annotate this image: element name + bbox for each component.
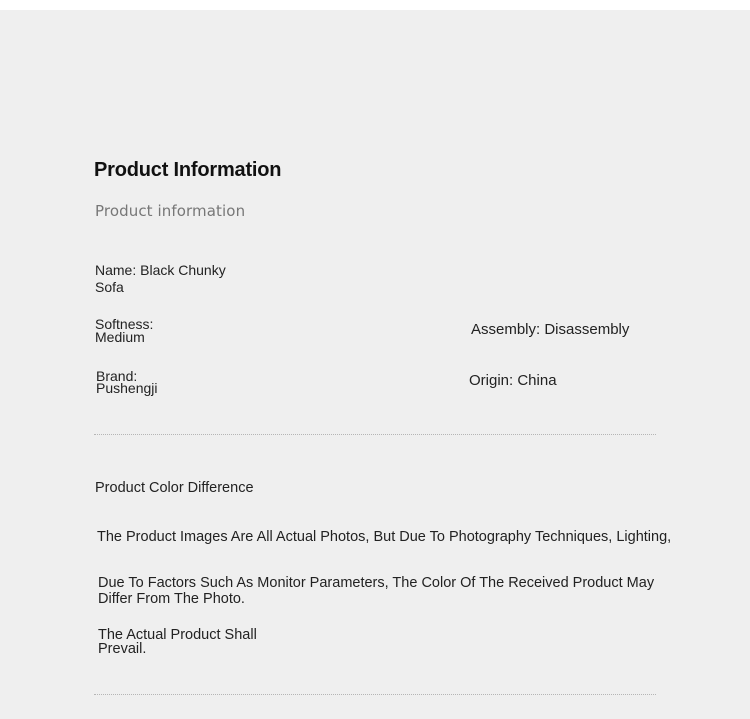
page-subtitle: Product information xyxy=(95,202,246,220)
color-difference-line-3: The Actual Product Shall Prevail. xyxy=(98,627,257,657)
spec-brand: Brand: Pushengji xyxy=(96,368,158,396)
divider xyxy=(94,434,656,435)
spec-name: Name: Black Chunky Sofa xyxy=(95,262,226,295)
divider xyxy=(94,694,656,695)
color-difference-title: Product Color Difference xyxy=(95,480,254,496)
spec-softness: Softness: Medium xyxy=(95,316,154,345)
color-difference-line-1: The Product Images Are All Actual Photos, But Due To Photography Techniques, Lighting, xyxy=(97,529,672,545)
product-info-panel xyxy=(0,10,750,719)
color-difference-line-2: Due To Factors Such As Monitor Parameters, The Color Of The Received Product May Differ From The Photo. xyxy=(98,575,655,607)
spec-origin: Origin: China xyxy=(469,372,557,389)
spec-assembly: Assembly: Disassembly xyxy=(471,321,630,338)
page-title: Product Information xyxy=(94,159,282,181)
